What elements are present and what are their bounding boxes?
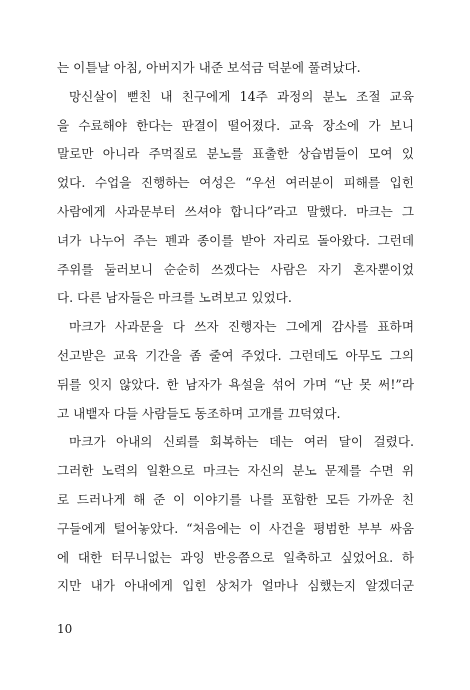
text-line: 지만 내가 아내에게 입힌 상처가 얼마나 심했는지 알겠더군 [57, 578, 414, 594]
text-line: 사람에게 사과문부터 쓰셔야 합니다”라고 말했다. 마크는 그 [57, 203, 414, 219]
text-line: 마크가 아내의 신뢰를 회복하는 데는 여러 달이 걸렸다. [69, 434, 414, 450]
body-text [57, 54, 414, 601]
text-line: 그러한 노력의 일환으로 마크는 자신의 분노 문제를 수면 위 [57, 463, 414, 479]
page-number: 10 [57, 622, 73, 636]
text-line: 다. 다른 남자들은 마크를 노려보고 있었다. [57, 290, 292, 306]
text-line: 망신살이 뻗친 내 친구에게 14주 과정의 분노 조절 교육 [69, 88, 414, 104]
text-line: 는 이튿날 아침, 아버지가 내준 보석금 덕분에 풀려났다. [57, 60, 361, 75]
text-line: 마크가 사과문을 다 쓰자 진행자는 그에게 감사를 표하며 [69, 319, 414, 335]
text-line: 뒤를 잇지 않았다. 한 남자가 욕설을 섞어 가며 “난 못 써!”라 [57, 376, 414, 392]
text-line: 에 대한 터무니없는 과잉 반응쯤으로 일축하고 싶었어요. 하 [57, 549, 414, 565]
text-line: 었다. 수업을 진행하는 여성은 “우선 여러분이 피해를 입힌 [57, 175, 414, 191]
text-line: 고 내뱉자 다들 사람들도 동조하며 고개를 끄덕였다. [57, 405, 341, 421]
text-line: 주위를 둘러보니 순순히 쓰겠다는 사람은 자기 혼자뿐이었 [57, 261, 414, 277]
text-line: 을 수료해야 한다는 판결이 떨어졌다. 교육 장소에 가 보니 [57, 117, 414, 133]
text-line: 구들에게 털어놓았다. “처음에는 이 사건을 평범한 부부 싸움 [57, 520, 414, 536]
text-line: 선고받은 교육 기간을 좀 줄여 주었다. 그런데도 아무도 그의 [57, 347, 414, 363]
text-line: 녀가 나누어 주는 펜과 종이를 받아 자리로 돌아왔다. 그런데 [57, 232, 414, 248]
text-line: 말로만 아니라 주먹질로 분노를 표출한 상습범들이 모여 있 [57, 146, 414, 162]
text-line: 로 드러나게 해 준 이 이야기를 나를 포함한 모든 가까운 친 [57, 491, 414, 507]
